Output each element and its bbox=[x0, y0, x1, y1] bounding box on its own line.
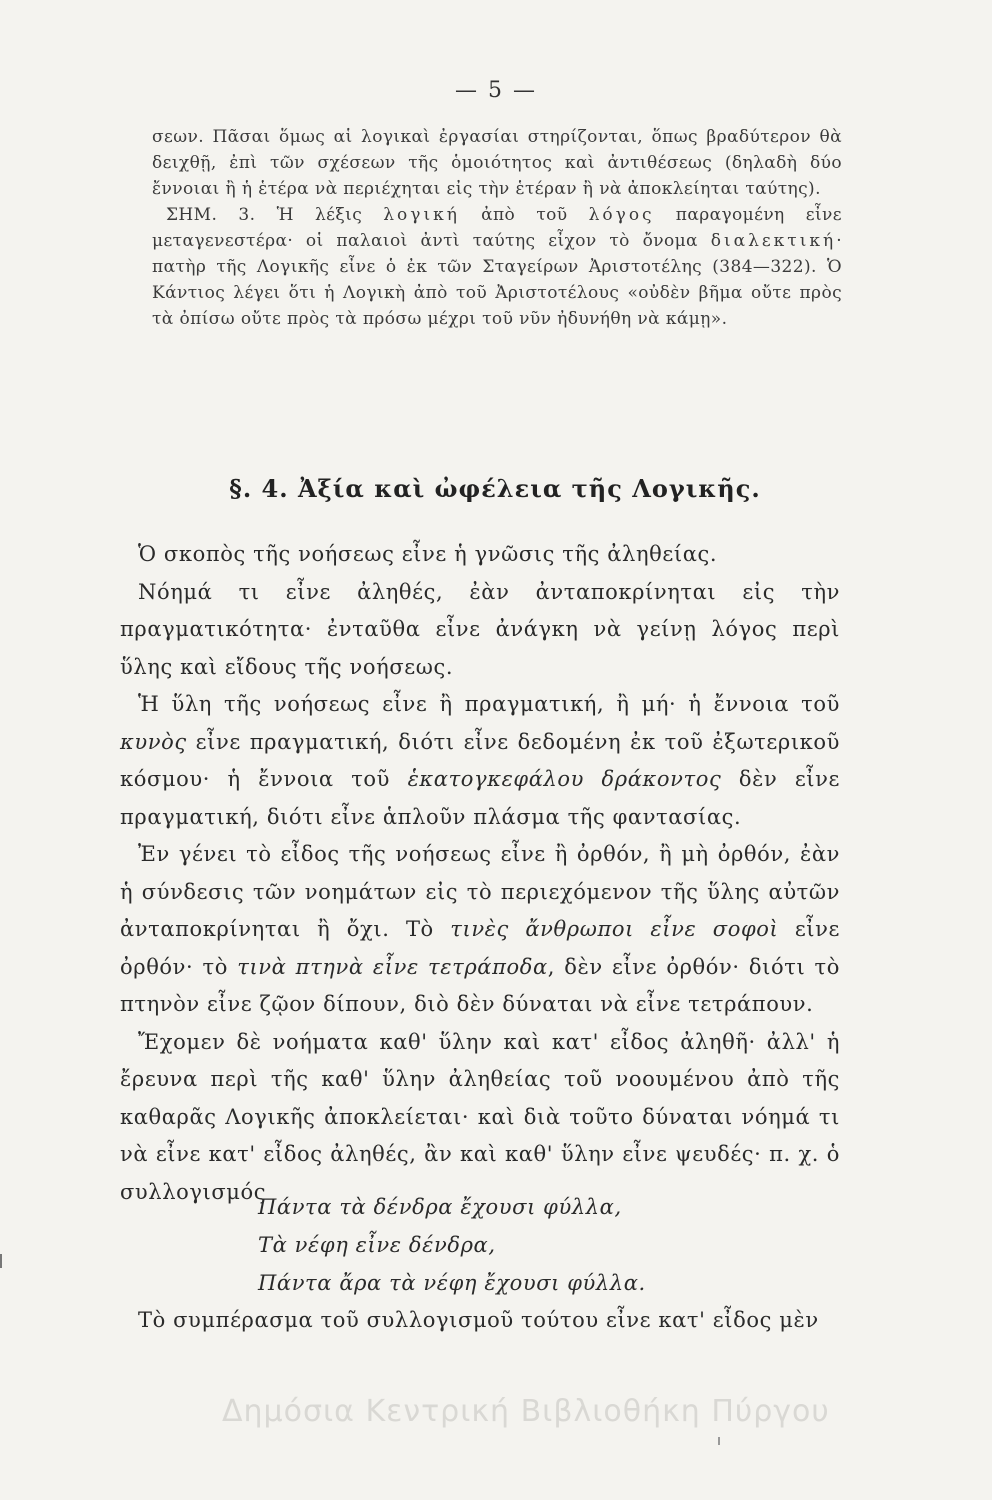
section-heading: §. 4. Ἀξία καὶ ὠφέλεια τῆς Λογικῆς. bbox=[229, 474, 761, 503]
footnote-paragraph-1: σεων. Πᾶσαι ὅμως αἱ λογικαὶ ἐργασίαι στηρίζονται, ὅπως βραδύτερον θὰ δειχθῇ, ἐπὶ τῶν σχέσεων τῆς ὁμοιότητος καὶ ἀντιθέσεως (δηλαδὴ δύο ἔννοιαι ἢ ἡ ἑτέρα νὰ περιέχηται εἰς τὴν ἑτέραν ἢ νὰ ἀποκλείηται ταύτης). bbox=[152, 127, 842, 199]
body-paragraph-2: Νόημά τι εἶνε ἀληθές, ἐὰν ἀνταποκρίνηται εἰς τὴν πραγματικότητα· ἐνταῦθα εἶνε ἀνάγκη νὰ γείνῃ λόγος περὶ ὕλης καὶ εἴδους τῆς νοήσεως. bbox=[120, 579, 840, 679]
ink-speck bbox=[718, 1437, 720, 1445]
syllogism-line: Πάντα ἄρα τὰ νέφη ἔχουσι φύλλα. bbox=[258, 1271, 646, 1295]
main-text bbox=[120, 536, 840, 1211]
body-paragraph-5: Ἔχομεν δὲ νοήματα καθ' ὕλην καὶ κατ' εἶδος ἀληθῆ· ἀλλ' ἡ ἔρευνα περὶ τῆς καθ' ὕλην ἀληθείας τοῦ νοουμένου ἀπὸ τῆς καθαρᾶς Λογικῆς ἀποκλείεται· καὶ διὰ τοῦτο δύναται νόημά τι νὰ εἶνε κατ' εἶδος ἀληθές, ἂν καὶ καθ' ὕλην εἶνε ψευδές· π. χ. ὁ συλλογισμός bbox=[120, 1029, 840, 1204]
page-number: — 5 — bbox=[455, 78, 537, 103]
footnote-paragraph-2: ΣΗΜ. 3. Ἡ λέξις λογική ἀπὸ τοῦ λόγος παραγομένη εἶνε μεταγενεστέρα· οἱ παλαιοὶ ἀντὶ ταύτης εἶχον τὸ ὄνομα διαλεκτική· πατὴρ τῆς Λογικῆς εἶνε ὁ ἐκ τῶν Σταγείρων Ἀριστοτέλης (384—322). Ὁ Κάντιος λέγει ὅτι ἡ Λογικὴ ἀπὸ τοῦ Ἀριστοτέλους «οὐδὲν βῆμα οὔτε πρὸς τὰ ὀπίσω οὔτε πρὸς τὰ πρόσω μέχρι τοῦ νῦν ἠδυνήθη νὰ κάμῃ». bbox=[152, 205, 843, 329]
body-paragraph-4: Ἐν γένει τὸ εἶδος τῆς νοήσεως εἶνε ἢ ὀρθόν, ἢ μὴ ὀρθόν, ἐὰν ἡ σύνδεσις τῶν νοημάτων εἰς τὸ περιεχόμενον τῆς ὕλης αὐτῶν ἀνταποκρίνηται ἢ ὄχι. Τὸ τινὲς ἄνθρωποι εἶνε σοφοὶ εἶνε ὀρθόν· τὸ τινὰ πτηνὰ εἶνε τετράποδα, δὲν εἶνε ὀρθόν· διότι τὸ πτηνὸν εἶνε ζῷον δίπουν, διὸ δὲν δύναται νὰ εἶνε τετράπουν. bbox=[120, 842, 840, 1016]
syllogism-line: Τὰ νέφη εἶνε δένδρα, bbox=[258, 1233, 496, 1257]
body-paragraph-3: Ἡ ὕλη τῆς νοήσεως εἶνε ἢ πραγματική, ἢ μή· ἡ ἔννοια τοῦ κυνὸς εἶνε πραγματική, διότι εἶνε δεδομένη ἐκ τοῦ ἐξωτερικοῦ κόσμου· ἡ ἔννοια τοῦ ἑκατογκεφάλου δράκοντος δὲν εἶνε πραγματική, διότι εἶνε ἁπλοῦν πλάσμα τῆς φαντασίας. bbox=[120, 692, 840, 829]
library-watermark: Δημόσια Κεντρική Βιβλιοθήκη Πύργου bbox=[222, 1394, 830, 1429]
syllogism-example bbox=[258, 1188, 818, 1302]
last-line: Τὸ συμπέρασμα τοῦ συλλογισμοῦ τούτου εἶνε κατ' εἶδος μὲν bbox=[138, 1308, 819, 1332]
syllogism-line: Πάντα τὰ δένδρα ἔχουσι φύλλα, bbox=[258, 1195, 622, 1219]
footnote-block bbox=[152, 124, 842, 332]
body-paragraph-1: Ὁ σκοπὸς τῆς νοήσεως εἶνε ἡ γνῶσις τῆς ἀληθείας. bbox=[138, 542, 718, 566]
margin-mark bbox=[0, 1254, 8, 1268]
